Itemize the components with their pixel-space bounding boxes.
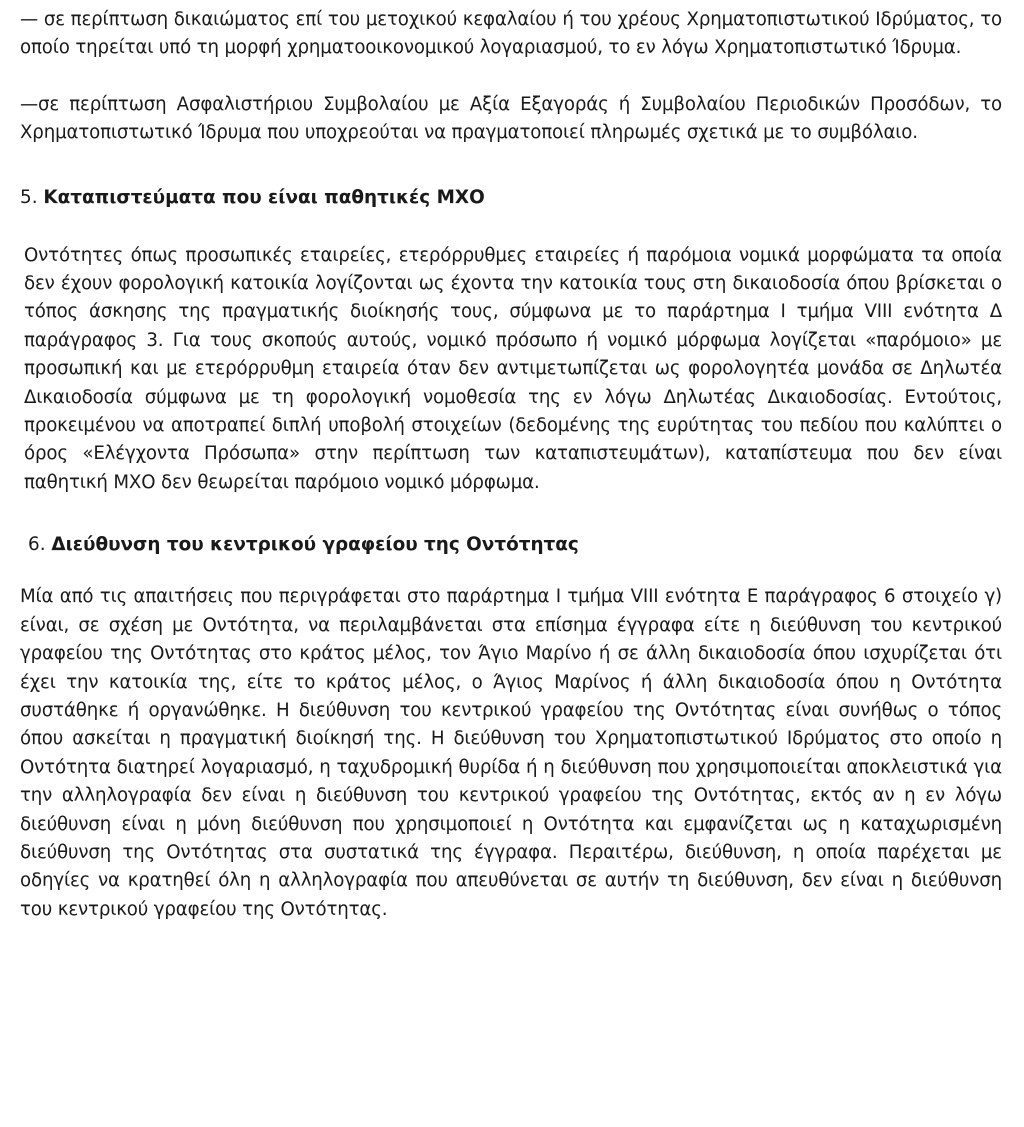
section-number-6: 6. [28, 534, 46, 556]
paragraph-financial-institution-equity: — σε περίπτωση δικαιώματος επί του μετοχικού κεφαλαίου ή του χρέους Χρηματοπιστωτικού Ιδρύματος, το οποίο τηρείται υπό τη μορφή χρηματοοικονομικού λογαριασμού, το εν λόγω Χρηματοπιστωτικό Ίδρυμα. [20, 9, 1002, 59]
section-title-5: Καταπιστεύματα που είναι παθητικές ΜΧΟ [43, 186, 485, 208]
paragraph-insurance-contract: —σε περίπτωση Ασφαλιστήριου Συμβολαίου με Αξία Εξαγοράς ή Συμβολαίου Περιοδικών Προσόδων, το Χρηματοπιστωτικό Ίδρυμα που υποχρεούται να πραγματοποιεί πληρωμές σχετικά με το συμβόλαιο. [20, 93, 1002, 144]
section-heading-5 [20, 184, 1002, 212]
section-number-5: 5. [20, 186, 38, 208]
paragraph-principal-office-address: Μία από τις απαιτήσεις που περιγράφεται στο παράρτημα Ι τμήμα VIII ενότητα Ε παράγραφος 6 στοιχείο γ) είναι, σε σχέση με Οντότητα, να περιλαμβάνεται στα επίσημα έγγραφα είτε η διεύθυνση του κεντρικού γραφείου της Οντότητας στο κράτος μέλος, τον Άγιο Μαρίνο ή σε άλλη δικαιοδοσία όπου ισχυρίζεται ότι έχει την κατοικία της, είτε το κράτος μέλος, ο Άγιος Μαρίνος ή άλλη δικαιοδοσία όπου η Οντότητα συστάθηκε ή οργανώθηκε. Η διεύθυνση του κεντρικού γραφείου της Οντότητας είναι συνήθως ο τόπος όπου ασκείται η πραγματική διοίκησή της. Η διεύθυνση του Χρηματοπιστωτικού Ιδρύματος στο οποίο η Οντότητα διατηρεί λογαριασμό, η ταχυδρομική θυρίδα ή η διεύθυνση που χρησιμοποιείται αποκλειστικά για την αλληλογραφία δεν είναι η διεύθυνση του κεντρικού γραφείου της Οντότητας, εκτός αν η εν λόγω διεύθυνση είναι η μόνη διεύθυνση που χρησιμοποιεί η Οντότητα και εμφανίζεται ως η καταχωρισμένη διεύθυνση της Οντότητας στα συστατικά της έγγραφα. Περαιτέρω, διεύθυνση, η οποία παρέχεται με οδηγίες να κρατηθεί όλη η αλληλογραφία που απευθύνεται σε αυτήν τη διεύθυνση, δεν είναι η διεύθυνση του κεντρικού γραφείου της Οντότητας. [20, 586, 1002, 920]
paragraph-passive-nfe-trusts: Οντότητες όπως προσωπικές εταιρείες, ετερόρρυθμες εταιρείες ή παρόμοια νομικά μορφώματα τα οποία δεν έχουν φορολογική κατοικία λογίζονται ως έχοντα την κατοικία τους στη δικαιοδοσία όπου βρίσκεται ο τόπος άσκησης της πραγματικής διοίκησής τους, σύμφωνα με το παράρτημα Ι τμήμα VIII ενότητα Δ παράγραφος 3. Για τους σκοπούς αυτούς, νομικό πρόσωπο ή νομικό μόρφωμα λογίζεται «παρόμοιο» με προσωπική και με ετερόρρυθμη εταιρεία όταν δεν αντιμετωπίζεται ως φορολογητέα μονάδα σε Δηλωτέα Δικαιοδοσία σύμφωνα με τη φορολογική νομοθεσία της εν λόγω Δηλωτέας Δικαιοδοσίας. Εντούτοις, προκειμένου να αποτραπεί διπλή υποβολή στοιχείων (δεδομένης της ευρύτητας του πεδίου που καλύπτει ο όρος «Ελέγχοντα Πρόσωπα» στην περίπτωση των καταπιστευμάτων), καταπίστευμα που δεν είναι παθητική ΜΧΟ δεν θεωρείται παρόμοιο νομικό μόρφωμα. [24, 244, 1002, 493]
section-title-6: Διεύθυνση του κεντρικού γραφείου της Οντότητας [51, 534, 579, 556]
section-heading-6 [20, 531, 1002, 559]
